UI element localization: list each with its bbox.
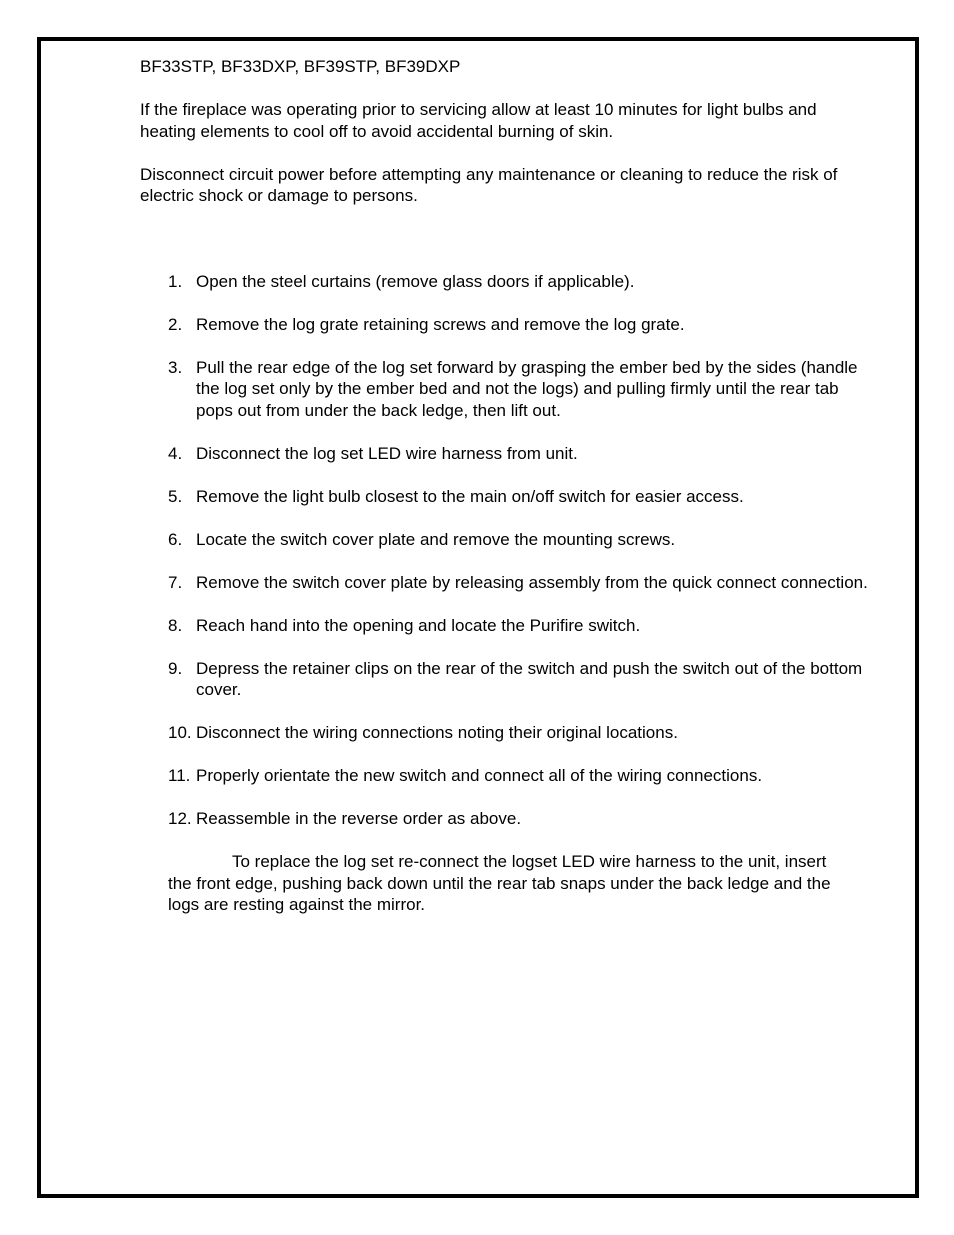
step-number: 7.: [168, 572, 183, 592]
step-item: [168, 443, 873, 465]
document-body: [140, 56, 875, 916]
step-number: 2.: [168, 314, 183, 334]
step-number: 9.: [168, 658, 183, 678]
step-item: [168, 658, 873, 701]
step-item: [168, 615, 873, 637]
step-text: Depress the retainer clips on the rear of the switch and push the switch out of the bottom cover.: [196, 658, 863, 699]
spacer: [140, 78, 875, 100]
step-text: Remove the light bulb closest to the main on/off switch for easier access.: [196, 486, 744, 506]
step-item: [168, 529, 873, 551]
step-number: 12.: [168, 809, 192, 828]
warning-disconnect-power: Disconnect circuit power before attempting any maintenance or cleaning to reduce the risk of electric shock or damage to persons.: [140, 164, 838, 205]
step-number: 3.: [168, 357, 183, 377]
step-item: [168, 271, 873, 293]
step-number: 5.: [168, 486, 183, 506]
model-numbers: BF33STP, BF33DXP, BF39STP, BF39DXP: [140, 57, 461, 76]
step-number: 8.: [168, 615, 183, 635]
procedure-steps: [168, 271, 873, 830]
step-number: 1.: [168, 271, 183, 291]
spacer: [140, 207, 875, 271]
step-number: 6.: [168, 529, 183, 549]
step-text: Reassemble in the reverse order as above.: [196, 809, 522, 828]
step-text: Disconnect the log set LED wire harness from unit.: [196, 443, 578, 463]
step-item: [168, 722, 873, 744]
step-text: Remove the log grate retaining screws and remove the log grate.: [196, 314, 685, 334]
step-item: [168, 314, 873, 336]
reinstall-note: To replace the log set re-connect the logset LED wire harness to the unit, insert the front edge, pushing back down until the rear tab snaps under the back ledge and the logs are resting against the mirror.: [168, 852, 831, 914]
step-text: Properly orientate the new switch and connect all of the wiring connections.: [196, 766, 763, 785]
step-text: Pull the rear edge of the log set forward by grasping the ember bed by the sides (handle the log set only by the ember bed and not the logs) and pulling firmly until the rear tab pops out from under the back ledge, then lift out.: [196, 357, 858, 420]
step-item: [168, 486, 873, 508]
step-item: [168, 765, 873, 787]
step-number: 11.: [168, 766, 191, 785]
step-number: 10.: [168, 723, 192, 742]
step-text: Open the steel curtains (remove glass doors if applicable).: [196, 271, 635, 291]
step-item: [168, 808, 873, 830]
spacer: [140, 142, 875, 164]
step-item: [168, 357, 873, 422]
step-item: [168, 572, 873, 594]
step-text: Disconnect the wiring connections noting their original locations.: [196, 723, 678, 742]
step-text: Remove the switch cover plate by releasing assembly from the quick connect connection.: [196, 572, 868, 592]
step-text: Reach hand into the opening and locate the Purifire switch.: [196, 615, 641, 635]
warning-cooldown: If the fireplace was operating prior to servicing allow at least 10 minutes for light bulbs and heating elements to cool off to avoid accidental burning of skin.: [140, 100, 817, 141]
step-text: Locate the switch cover plate and remove the mounting screws.: [196, 529, 676, 549]
step-number: 4.: [168, 443, 183, 463]
